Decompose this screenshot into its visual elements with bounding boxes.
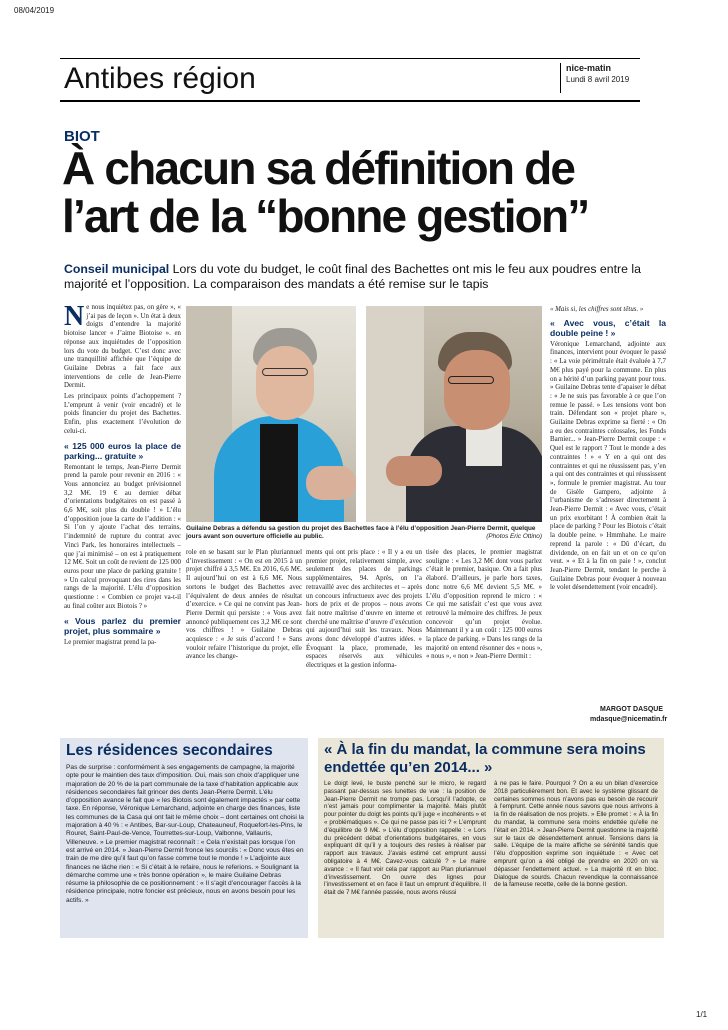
box-mandat-col-1: Le doigt levé, le buste penché sur le micro, le regard passant par-dessus ses lunettes de vue : la position de Jean-Pierre Dermit ne trompe pas. Lorsqu’il l’adopte, ce n’est jamais pour complimenter la majorité. Mais plutôt pour pointer du doigt les points qu’il juge « incohérents » et « problématiques ». Ce qui ne passe pas ici ? « L’emprunt d’équilibre de 9 M€. » L’élu d’opposition rappelle : « Lors du précédent débat d’orientations budgétaires, en vous expliquant dit qu’il y a toujours des restes à réaliser par rapport aux travaux. J’avais estimé cet emprunt aussi obligatoire à 4 M€. Cavez-vous calculé ? » Le maire avance : « Il faut voir cela par rapport au Plan pluriannuel d’investissement. On ouvre des lignes pour l’investissement et en face il faut un emprunt d’équilibre. Il était de 7 M€ l’année passée, nous avons réussi — [324, 780, 486, 897]
subhead-double-peine: « Avec vous, c’était la double peine ! » — [550, 317, 666, 338]
column-5 — [550, 306, 666, 595]
print-date: 08/04/2019 — [14, 6, 55, 15]
kicker: BIOT — [64, 128, 100, 145]
headline — [62, 144, 588, 240]
column-4: tisée des places, le premier magistrat souligne : « Les 3,2 M€ dont vous parlez c’était le premier, basique. On a fait plus élaboré. D’ailleurs, je parle hors taxes, donc notre 6,6 M€ devient 5,5 M€. » L’élu d’opposition reprend le micro : « Ce qui me satisfait c’est que vous avez retrouvé la mémoire des chiffres. Je peux concevoir qu’un projet évolue. Maintenant il y a un coût : 125 000 euros la place de parking. » Dans les rangs de la majorité on entend résonner des « nous », « nous », « non » Jean-Pierre Dermit : — [426, 549, 542, 661]
header-bottom-rule — [60, 100, 640, 102]
masthead-paper: nice-matin — [566, 63, 612, 73]
column-3: ments qui ont pris place : « Il y a eu un premier projet, relativement simple, avec seulement des places de parkings supplémentaires, 94. Après, on l’a retravaillé avec des architectes et – après un concours infructueux avec des projets hors de prix et de propos – nous avons fait notre maîtrise d’œuvre en interne et cherché une maîtrise d’œuvre d’exécution qui aujourd’hui suit les travaux. Nous avons donc développé d’autres idées. » Évoquant la place, promenade, les espaces réservés aux véhicules électriques et la gestion informa- — [306, 549, 422, 670]
headline-line-1: À chacun sa définition de — [62, 142, 575, 194]
headline-line-2: l’art de la “bonne gestion” — [62, 190, 589, 242]
column-5-text: Véronique Lemarchand, adjointe aux finances, intervient pour évoquer le passé : « La voie périmétrale était évaluée à 7,7 M€ plus payé pour la commune. En plus on a hérité d’un parking payant pour tous. » Guilaine Debras tente d’apaiser le débat : « Je ne suis pas favorable à ce que l’on remue le passé. » Les tensions vont bon train. Défendant son « projet phare », Guilaine Debras exprime sa fierté : « On a eu des contraintes colossales, les Fonds Barnier... » Jean-Pierre Dermit coupe : « Quel est le rapport ? Tout le monde a des contraintes ! » « Y en a qui ont des contraintes et qui ne réussissent pas, y’en a qui ont des contraintes et qui réussissent », formule le premier magistrat. Au tour de Gisèle Gampero, adjointe à l’urbanisme de s’adresser directement à Jean-Pierre Dermit : « Avec vous, c’était un prix exorbitant ! À combien était la place de parking ? Pour les Biotois c’était la double peine. » Hmmhahe. Le maire reprend la parole : « Dû d’écart, du dividende, on en fait un et on ce qu’on veut. » « Et à la fin on paie ! », conclut Jean-Pierre Dermit, tendant le perche à Guilaine Debras pour évoquer à nouveau le volet désendettement (voir encadré). — [550, 340, 666, 592]
column-1-p3: Remontant le temps, Jean-Pierre Dermit prend la parole pour revenir en 2016 : « Vous annonciez au budget prévisionnel 3,2 M€. 19 € au dernier débat d’orientations budgétaires on est passé à 6,6 M€, soit plus du double ! » L’élu d’opposition joue la carte de l’addition : « Si l’on y ajoute l’achat des terrains, l’indemnité de rupture du contrat avec Vinci Park, les honoraires intellectuels – que j’ai minimisé – on est à pratiquement 12 M€. Soit un coût de revient de 125 000 euros pour une place de parking gratuite ! » Un calcul provoquant des rires dans les rangs de la majorité. L’élu d’opposition questionne : « Combien ce projet va-t-il au final coûter aux Biotois ? » — [64, 463, 181, 610]
box-mandat-col-2: à ne pas le faire. Pourquoi ? On a eu un bilan d’exercice 2018 particulièrement bon. Et avec le système glissant de certaines sommes nous n’avons pas eu besoin de recourir à l’emprunt. Cette année nous savons que nous arrivons à la fin de réalisation de nos projets. » Elle promet : « À la fin du mandat, la commune sera moins endettée qu’elle ne l’était en 2014. » Jean-Pierre Dermit questionne la majorité sur le taux de désendettement annuel. Tensions dans la salle. L’équipe de la maire affiche se sérénité tandis que l’élu d’opposition exprime son inquiétude : « Avec cet emprunt qu’on a été obligé de prendre en 2020 on va dépasser l’endettement actuel. » La majorité rit en bloc. Dialogue de sourds. Chacun revendique la connaissance de la fameuse recette, celle de la bonne gestion. — [494, 780, 658, 889]
deck-lead: Conseil municipal — [64, 262, 170, 276]
photo-jean-pierre-dermit — [366, 306, 542, 522]
deck-text: Lors du vote du budget, le coût final des Bachettes ont mis le feu aux poudres entre la majorité et l’opposition. La comparaison des mandats a été remise sur le tapis — [64, 262, 641, 291]
column-1-intro: e nous inquiétez pas, on gère », « j’ai pas de leçon ». Un état à deux doigts d’entendre la majorité biotoise lancer « J’aime Biotoise ». en réponse aux inquiétudes de l’opposition lors du vote du budget. C’est donc avec une tranquillité affichée que l’équipe de Guilaine Debras a fait face aux interventions de celle de Jean-Pierre Dermit. — [64, 304, 181, 390]
photo-credit: (Photos Eric Ottino) — [486, 533, 542, 540]
box-residences-title: Les résidences secondaires — [66, 742, 273, 759]
subhead-premier-projet: « Vous parlez du premier projet, plus sommaire » — [64, 615, 181, 636]
masthead-date: Lundi 8 avril 2019 — [566, 75, 630, 84]
masthead-divider — [560, 63, 561, 93]
column-1-p4: Le premier magistrat prend la pa- — [64, 638, 157, 646]
email: mdasque@nicematin.fr — [590, 716, 668, 723]
column-2: role en se basant sur le Plan pluriannuel d’investissement : « On est en 2015 à un projet chiffré à 3,5 M€. En 2016, 6,6 M€. Il aujourd’hui on est à 6,6 M€. Nous sortons le budget des Bachettes avec l’équivalent de deux années de résultat d’exercice. » Ce qui ne convint pas Jean-Pierre Dermit qui persiste : « Vous avez annoncé publiquement ces 3,2 M€ ce sont vos chiffres ! » Guilaine Debras acquiesce : « Je suis d’accord ! » Sans vouloir refaire l’historique du projet, elle avance les change- — [186, 549, 302, 661]
box-residences-text: Pas de surprise : conformément à ses engagements de campagne, la majorité opte pour le maintien des taux d’imposition. Oui, mais son choix d’appliquer une majoration de 20 % de la part communale de la taxe d’habitation applicable aux résidences secondaires fait grincer des dents Jean-Pierre Dermit. L’élu d’opposition avance le fait que « les Biotois sont également impactés » par cette taxe. En réponse, Véronique Lemarchand, adjointe en charge des finances, liste les communes de la Casa qui ont fait le même choix – dont certaines ont choisi la majoration à 40 % : « Antibes, Bar-sur-Loup, Chateauneuf, Roquefort-les-Pins, le Rouret, Saint-Paul-de-Vence, Tourrettes-sur-Loup, Valbonne, Vallauris, Villeneuve. » Le premier magistrat reconnaît : « Cela n’existait pas lorsque l’on est arrivé en 2014. » Jean-Pierre Dermit fronce les sourcils : « Donc vous êtes en train de me dire qu’il faut qu’on fasse comme tout le monde ! » L’adjointe aux finances ne lâche rien : « Si c’était à le refaire, nous le referions. » Soulignant la démarche comme une « très bonne opération », le maire Guilaine Debras résume la philosophie de ce positionnement : « Il s’agit d’encourager l’accès à la résidence principale, notre foncier est précieux, nous en avons besoin pour les actifs. » — [66, 764, 304, 904]
caption-text: Guilaine Debras a défendu sa gestion du projet des Bachettes face à l’élu d’opposition Jean-Pierre Dermit, quelque jours avant son ouverture officielle au public. — [186, 525, 536, 540]
section-title: Antibes région — [64, 62, 256, 95]
deck — [64, 262, 656, 292]
subhead-parking: « 125 000 euros la place de parking... gratuite » — [64, 440, 181, 461]
signature: MARGOT DASQUE — [600, 706, 663, 713]
dropcap: N — [64, 301, 85, 332]
box-mandat-title: « À la fin du mandat, la commune sera moins endettée qu’en 2014... » — [324, 741, 646, 776]
column-5-intro: « Mais si, les chiffres sont têtus. » — [550, 306, 644, 313]
column-1-p2: Les principaux points d’achoppement ? L’emprunt à venir (voir encadré) et le poids financier du projet des Bachettes. Enfin, plus exactement l’évolution de celui-ci. — [64, 393, 181, 435]
photo-guilaine-debras — [186, 306, 356, 522]
page-number: 1/1 — [696, 1010, 708, 1019]
photo-caption — [186, 525, 542, 541]
column-1 — [64, 301, 181, 649]
header-top-rule — [60, 58, 640, 59]
